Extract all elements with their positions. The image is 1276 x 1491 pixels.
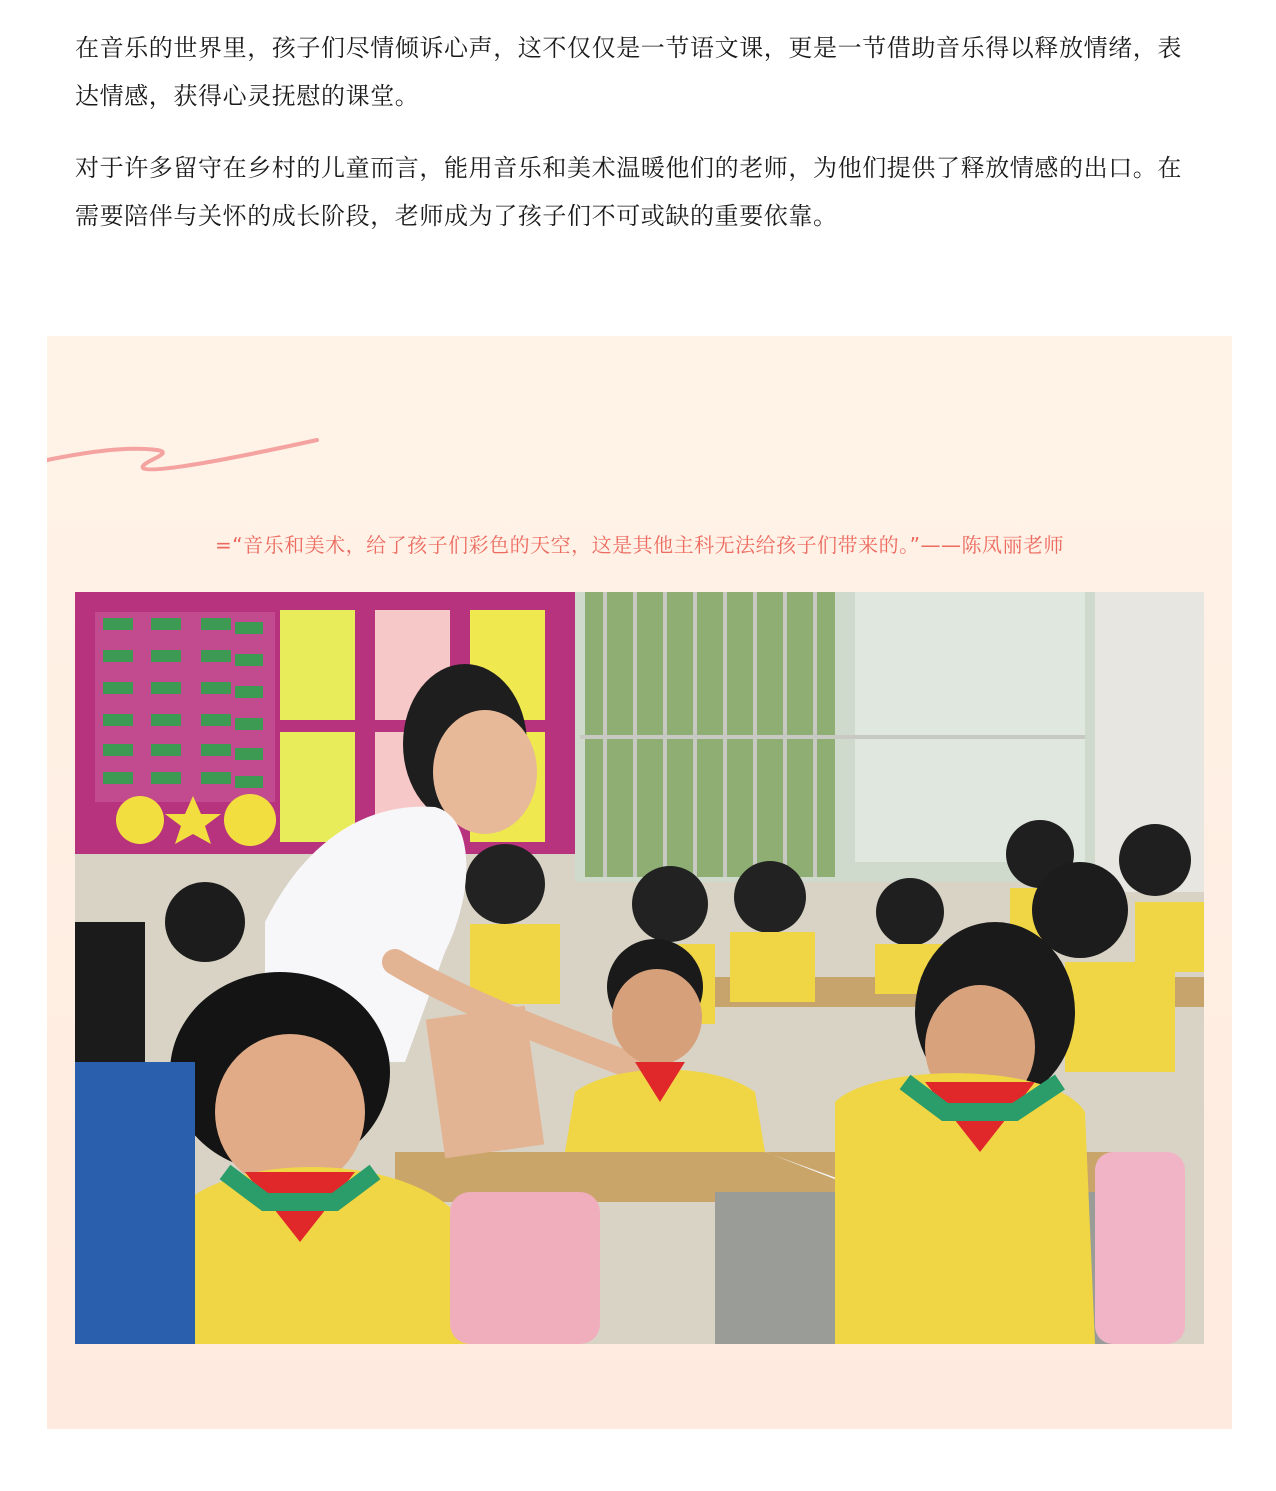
article-body xyxy=(75,24,1205,264)
squiggle-decoration-icon xyxy=(47,422,337,472)
classroom-photo xyxy=(75,592,1204,1344)
quote-text: =“音乐和美术，给了孩子们彩色的天空，这是其他主科无法给孩子们带来的。”——陈凤丽老师 xyxy=(215,533,1064,557)
quote-card xyxy=(47,336,1232,1429)
article-paragraph: 对于许多留守在乡村的儿童而言，能用音乐和美术温暖他们的老师，为他们提供了释放情感的出口。在需要陪伴与关怀的成长阶段，老师成为了孩子们不可或缺的重要依靠。 xyxy=(75,154,1182,230)
article-paragraph: 在音乐的世界里，孩子们尽情倾诉心声，这不仅仅是一节语文课，更是一节借助音乐得以释放情绪，表达情感，获得心灵抚慰的课堂。 xyxy=(75,34,1182,110)
